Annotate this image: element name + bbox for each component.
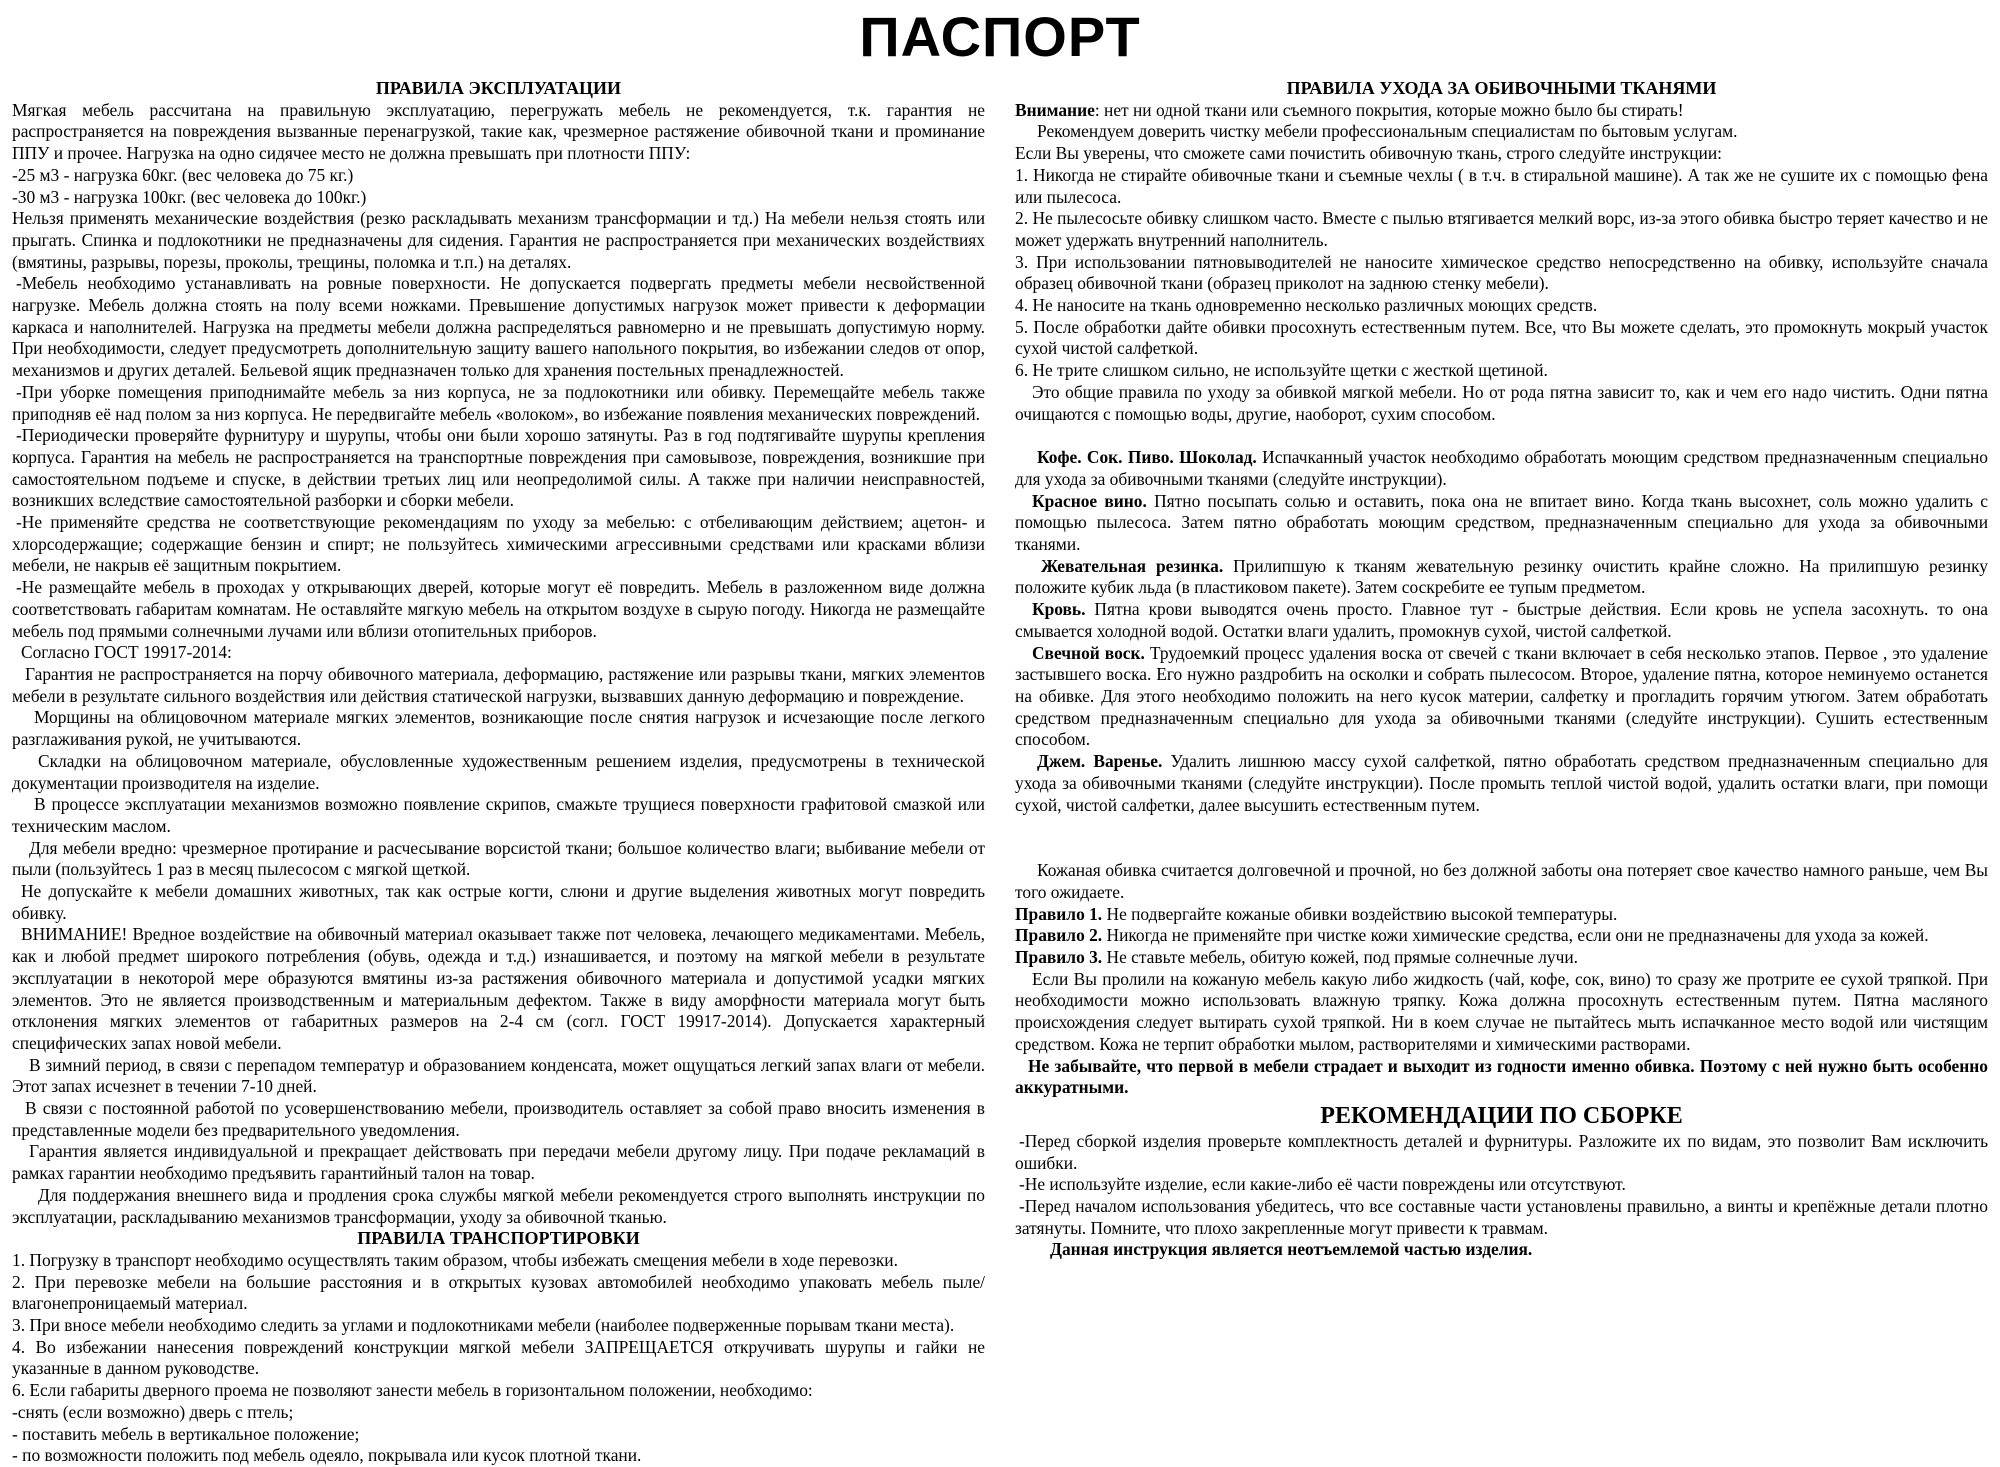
- text-run: -Не размещайте мебель в проходах у открывающих дверей, которые могут её повредить. Мебель в разложенном виде должна соответствовать габаритам комнатам. Не оставляйте мягкую мебель на открытом воздухе в сырую погоду. Никогда не размещайте мебель под прямыми солнечными лучами или вблизи отопительных приборов.: [12, 577, 985, 641]
- paragraph: [12, 1445, 985, 1467]
- paragraph: [1015, 447, 1988, 490]
- text-run: - по возможности положить под мебель одеяло, покрывала или кусок плотной ткани.: [12, 1445, 642, 1466]
- paragraph: [1015, 599, 1988, 642]
- paragraph: [12, 1141, 985, 1184]
- text-run: Данная инструкция является неотъемлемой частью изделия.: [1050, 1239, 1533, 1260]
- column-left: [12, 78, 985, 1467]
- paragraph: [1015, 925, 1988, 947]
- text-run: 4. Не наносите на ткань одновременно несколько различных моющих средств.: [1015, 295, 1598, 316]
- section-heading: ПРАВИЛА ТРАНСПОРТИРОВКИ: [357, 1228, 640, 1249]
- paragraph: [1015, 121, 1988, 143]
- text-run: Трудоемкий процесс удаления воска от свечей с ткани включает в себя несколько этапов. Первое , это удаление застывшего воска. Его нужно раздробить на осколки и собрать пылесосом. Второе, удаление пятна, которое неминуемо останется на обивке. Для этого необходимо положить на него кусок материи, салфетку и прогладить горячим утюгом. Затем обработать средством предназначенным специально для ухода за обивочными тканями (следуйте инструкции). Сушить естественным способом.: [1015, 642, 1988, 750]
- paragraph: [12, 187, 985, 209]
- text-run: Мягкая мебель рассчитана на правильную эксплуатацию, перегружать мебель не рекомендуется, т.к. гарантия не распространяется на повреждения вызванные перенагрузкой, такие как, чрезмерное растяжение обивочной ткани и проминание ППУ и прочее. Нагрузка на одно сидячее место не должна превышать при плотности ППУ:: [12, 99, 985, 164]
- document-title: ПАСПОРТ: [859, 5, 1141, 68]
- text-run: Не подвергайте кожаные обивки воздействию высокой температуры.: [1102, 903, 1618, 924]
- columns-container: [0, 68, 2000, 1467]
- text-run: : нет ни одной ткани или съемного покрытия, которые можно было бы стирать!: [1094, 99, 1684, 120]
- paragraph: [1015, 751, 1988, 816]
- text-run: Прилипшую к тканям жевательную резинку очистить крайне сложно. На прилипшую резинку положите кубик льда (в пластиковом пакете). Затем соскребите ее тупым предметом.: [1015, 555, 1989, 598]
- bold-run: Кофе. Сок. Пиво. Шоколад.: [1037, 447, 1257, 468]
- text-run: Это общие правила по уходу за обивкой мягкой мебели. Но от рода пятна зависит то, как и чем его надо чистить. Одни пятна очищаются с помощью воды, другие, наоборот, сухим способом.: [1015, 381, 1988, 424]
- paragraph: [1015, 1056, 1988, 1099]
- spacer: [1015, 816, 1988, 860]
- paragraph: [1015, 1131, 1988, 1174]
- text-run: -снять (если возможно) дверь с птель;: [12, 1401, 294, 1422]
- spacer: [1015, 425, 1988, 447]
- paragraph: [12, 838, 985, 881]
- paragraph: [1015, 295, 1988, 317]
- paragraph: [12, 881, 985, 924]
- text-run: Согласно ГОСТ 19917-2014:: [21, 642, 232, 663]
- text-run: 1. Никогда не стирайте обивочные ткани и съемные чехлы ( в т.ч. в стиральной машине). А так же не сушите их с помощью фена или пылесоса.: [1015, 164, 1988, 207]
- text-run: Никогда не применяйте при чистке кожи химические средства, если они не предназначены для ухода за кожей.: [1102, 925, 1929, 946]
- text-run: В связи с постоянной работой по усовершенствованию мебели, производитель оставляет за собой право вносить изменения в представленные модели без предварительного уведомления.: [12, 1098, 985, 1140]
- paragraph: [12, 1424, 985, 1446]
- paragraph: [1015, 165, 1988, 208]
- paragraph: [12, 924, 985, 1054]
- text-run: Если Вы уверены, что сможете сами почистить обивочную ткань, строго следуйте инструкции:: [1015, 143, 1722, 164]
- paragraph: [1015, 969, 1988, 1056]
- text-run: 3. При использовании пятновыводителей не наносите химическое средство непосредственно на обивку, используйте сначала образец обивочной ткани (образец приколот на заднюю стенку мебели).: [1015, 251, 1988, 294]
- paragraph: [1015, 860, 1988, 903]
- text-run: -При уборке помещения приподнимайте мебель за низ корпуса, не за подлокотники или обивку. Перемещайте мебель также приподняв её над полом за низ корпуса. Не передвигайте мебель «волоком», во избежание появления механических повреждений.: [12, 381, 985, 424]
- paragraph: [1015, 208, 1988, 251]
- text-run: Складки на облицовочном материале, обусловленные художественным решением изделия, предусмотрены в технической документации производителя на изделие.: [12, 750, 985, 793]
- text-run: 5. После обработки дайте обивки просохнуть естественным путем. Все, что Вы можете сделать, это промокнуть мокрый участок сухой чистой салфеткой.: [1015, 316, 1988, 359]
- paragraph: [12, 751, 985, 794]
- bold-run: Красное вино.: [1032, 490, 1147, 511]
- paragraph: [1015, 360, 1988, 382]
- text-run: Не ставьте мебель, обитую кожей, под прямые солнечные лучи.: [1102, 947, 1578, 968]
- text-run: Пятно посыпать солью и оставить, пока она не впитает вино. Когда ткань высохнет, соль можно удалить с помощью пылесоса. Затем пятно обработать моющим средством, предназначенным специально для ухода за обивочными тканями.: [1015, 490, 1989, 555]
- text-run: 2. Не пылесосьте обивку слишком часто. Вместе с пылью втягивается мелкий ворс, из-за этого обивка быстро теряет качество и не может удержать внутренний наполнитель.: [1015, 208, 1988, 250]
- paragraph: [12, 794, 985, 837]
- text-run: 6. Не трите слишком сильно, не используйте щетки с жесткой щетиной.: [1015, 360, 1548, 381]
- text-run: Испачканный участок необходимо обработать моющим средством предназначенным специально для ухода за обивочными тканями (следуйте инструкции).: [1015, 447, 1988, 489]
- text-run: Не допускайте к мебели домашних животных, так как острые когти, слюни и другие выделения животных могут повредить обивку.: [12, 881, 985, 923]
- section-heading: ПРАВИЛА ЭКСПЛУАТАЦИИ: [375, 78, 622, 98]
- text-run: Для мебели вредно: чрезмерное протирание и расчесывание ворсистой ткани; большое количество влаги; выбивание мебели от пыли (пользуйтесь 1 раз в месяц пылесосом с мягкой щеткой.: [12, 837, 985, 880]
- paragraph: [12, 1185, 985, 1228]
- paragraph: [1015, 1174, 1988, 1196]
- paragraph: [12, 664, 985, 707]
- text-run: В процессе эксплуатации механизмов возможно появление скрипов, смажьте трущиеся поверхности графитовой смазкой или техническим маслом.: [12, 794, 985, 836]
- bold-run: Свечной воск.: [1032, 642, 1145, 663]
- text-run: Морщины на облицовочном материале мягких элементов, возникающие после снятия нагрузок и исчезающие после легкого разглаживания рукой, не учитываются.: [12, 707, 985, 750]
- bold-run: Правило 1.: [1015, 903, 1103, 924]
- paragraph: [1015, 1196, 1988, 1239]
- text-run: Кожаная обивка считается долговечной и прочной, но без должной заботы она потеряет свое качество намного раньше, чем Вы того ожидаете.: [1015, 860, 1988, 902]
- paragraph: [12, 707, 985, 750]
- text-run: Нельзя применять механические воздействия (резко раскладывать механизм трансформации и тд.) На мебели нельзя стоять или прыгать. Спинка и подлокотники не предназначены для сидения. Гарантия не распространяется при механических воздействиях (вмятины, разрывы, порезы, проколы, трещины, поломка и т.п.) на деталях.: [12, 208, 985, 272]
- paragraph: [12, 577, 985, 642]
- bold-run: Правило 3.: [1015, 947, 1103, 968]
- paragraph: [12, 1250, 985, 1272]
- text-run: Для поддержания внешнего вида и продления срока службы мягкой мебели рекомендуется строго выполнять инструкции по эксплуатации, раскладыванию механизмов трансформации, уходу за обивочной тканью.: [12, 1184, 985, 1227]
- paragraph: [12, 512, 985, 577]
- section-heading: ПРАВИЛА УХОДА ЗА ОБИВОЧНЫМИ ТКАНЯМИ: [1286, 78, 1717, 98]
- text-run: 2. При перевозке мебели на большие расстояния и в открытых кузовах автомобилей необходимо упаковать мебель пыле/влагонепроницаемый материал.: [12, 1271, 985, 1314]
- paragraph: [1015, 643, 1988, 752]
- paragraph: [12, 100, 985, 165]
- paragraph: [12, 208, 985, 273]
- paragraph: [12, 382, 985, 425]
- text-run: ВНИМАНИЕ! Вредное воздействие на обивочный материал оказывает также пот человека, лечающего медикаментами. Мебель, как и любой предмет широкого потребления (обувь, одежда и т.д.) изнашивается, и поэтому на мягкой мебели в результате эксплуатации в некоторой мере образуются вмятины из-за растяжения обивочного материала и допустимой усадки мягких элементов. Это не является производственным и материальным дефектом. Также в виду аморфности материала могут быть отклонения мягких элементов от габаритных размеров на 2-4 см (согл. ГОСТ 19917-2014). Допускается характерный специфических запах новой мебели.: [12, 924, 985, 1053]
- text-run: Удалить лишнюю массу сухой салфеткой, пятно обработать средством предназначенным специально для ухода за обивочными тканями (следуйте инструкции). После промыть теплой чистой водой, удалить остатки влаги, при помощи сухой, чистой салфетки, далее высушить естественным путем.: [1015, 751, 1988, 815]
- text-run: Гарантия является индивидуальной и прекращает действовать при передачи мебели другому лицу. При подаче рекламаций в рамках гарантии необходимо предъявить гарантийный талон на товар.: [12, 1141, 985, 1184]
- text-run: В зимний период, в связи с перепадом температур и образованием конденсата, может ощущаться легкий запах влаги от мебели. Этот запах исчезнет в течении 7-10 дней.: [12, 1054, 985, 1097]
- text-run: -Не используйте изделие, если какие-либо её части повреждены или отсутствуют.: [1019, 1174, 1626, 1195]
- text-run: 3. При вносе мебели необходимо следить за углами и подлокотниками мебели (наиболее подверженные порывам ткани места).: [12, 1315, 955, 1336]
- paragraph: [12, 165, 985, 187]
- text-run: Рекомендуем доверить чистку мебели профессиональным специалистам по бытовым услугам.: [1037, 121, 1738, 142]
- paragraph: [12, 1315, 985, 1337]
- text-run: Не забывайте, что первой в мебели страдает и выходит из годности именно обивка. Поэтому с ней нужно быть особенно аккуратными.: [1015, 1055, 1988, 1098]
- paragraph: [1015, 382, 1988, 425]
- text-run: -Не применяйте средства не соответствующие рекомендациям по уходу за мебелью: с отбеливающим действием; ацетон- и хлорсодержащие; содержащие бензин и спирт; не пользуйтесь химическими агрессивными средствами или красками вблизи мебели, не накрыв её защитным покрытием.: [12, 512, 985, 576]
- paragraph: [1015, 491, 1988, 556]
- text-run: Пятна крови выводятся очень просто. Главное тут - быстрые действия. Если кровь не успела засохнуть. то она смывается холодной водой. Остатки влаги удалить, промокнув сухой, чистой салфеткой.: [1015, 599, 1988, 641]
- paragraph: [1015, 1239, 1988, 1261]
- paragraph: [1015, 904, 1988, 926]
- column-right: [1015, 78, 1988, 1467]
- paragraph: [12, 1337, 985, 1380]
- text-run: -30 м3 - нагрузка 100кг. (вес человека до 100кг.): [12, 186, 367, 207]
- paragraph: [1015, 556, 1988, 599]
- paragraph: [12, 425, 985, 512]
- text-run: -Перед сборкой изделия проверьте комплектность деталей и фурнитуры. Разложите их по видам, это позволит Вам исключить ошибки.: [1015, 1130, 1988, 1173]
- paragraph: [12, 1098, 985, 1141]
- text-run: - поставить мебель в вертикальное положение;: [12, 1423, 360, 1444]
- text-run: 1. Погрузку в транспорт необходимо осуществлять таким образом, чтобы избежать смещения мебели в ходе перевозки.: [12, 1249, 898, 1270]
- paragraph: [1015, 947, 1988, 969]
- paragraph: [12, 1055, 985, 1098]
- paragraph: [1015, 100, 1988, 122]
- text-run: -25 м3 - нагрузка 60кг. (вес человека до 75 кг.): [12, 164, 354, 185]
- text-run: 4. Во избежании нанесения повреждений конструкции мягкой мебели ЗАПРЕЩАЕТСЯ откручивать шурупы и гайки не указанные в данном руководстве.: [12, 1336, 985, 1379]
- bold-run: Внимание: [1015, 99, 1095, 120]
- paragraph: [12, 1272, 985, 1315]
- text-run: -Периодически проверяйте фурнитуру и шурупы, чтобы они были хорошо затянуты. Раз в год подтягивайте шурупы крепления корпуса. Гарантия на мебель не распространяется на транспортные повреждения при самовывозе, повреждения, возникшие при самостоятельном подъеме и спуске, в действии третьих лиц или неопредолимой силы. А также при наличии неисправностей, возникших вследствие самостоятельной разборки и сборки мебели.: [12, 425, 985, 511]
- bold-run: Жевательная резинка.: [1041, 555, 1224, 576]
- bold-run: Кровь.: [1032, 599, 1086, 620]
- paragraph: [1015, 143, 1988, 165]
- bold-run: Джем. Варенье.: [1037, 751, 1163, 772]
- text-run: Гарантия не распространяется на порчу обивочного материала, деформацию, растяжение или разрывы ткани, мягких элементов мебели в результате сильного воздействия или действия статической нагрузки, вызвавших данную деформацию и повреждение.: [12, 663, 985, 706]
- paragraph: [12, 273, 985, 382]
- paragraph: [12, 1402, 985, 1424]
- text-run: -Перед началом использования убедитесь, что все составные части установлены правильно, а винты и крепёжные детали плотно затянуты. Помните, что плохо закрепленные могут привести к травмам.: [1015, 1196, 1988, 1238]
- text-run: Если Вы пролили на кожаную мебель какую либо жидкость (чай, кофе, сок, вино) то сразу же протрите ее сухой тряпкой. При необходимости можно использовать влажную тряпку. Кожа должна просохнуть естественным путем. Пятна масляного происхождения следует вытирать сухой тряпкой. Ни в коем случае не пытайтесь мыть испачканное место водой или чистящим средством. Кожа не терпит обработки мылом, растворителями и химическими растворами.: [1015, 968, 1988, 1054]
- text-run: -Мебель необходимо устанавливать на ровные поверхности. Не допускается подвергать предметы мебели несвойственной нагрузке. Мебель должна стоять на полу всеми ножками. Превышение допустимых нагрузок может привести к деформации каркаса и наполнителей. Нагрузка на предметы мебели должна распределяться равномерно и не превышать допустимую норму. При необходимости, следует предусмотреть дополнительную защиту вашего напольного покрытия, во избежании следов от опор, механизмов и других деталей. Бельевой ящик предназначен только для хранения постельных пренадлежностей.: [12, 273, 985, 381]
- paragraph: [1015, 317, 1988, 360]
- paragraph: [12, 642, 985, 664]
- text-run: 6. Если габариты дверного проема не позволяют занести мебель в горизонтальном положении, необходимо:: [12, 1380, 813, 1401]
- section-heading: РЕКОМЕНДАЦИИ ПО СБОРКЕ: [1320, 1102, 1683, 1129]
- bold-run: Правило 2.: [1015, 925, 1103, 946]
- paragraph: [12, 1380, 985, 1402]
- paragraph: [1015, 252, 1988, 295]
